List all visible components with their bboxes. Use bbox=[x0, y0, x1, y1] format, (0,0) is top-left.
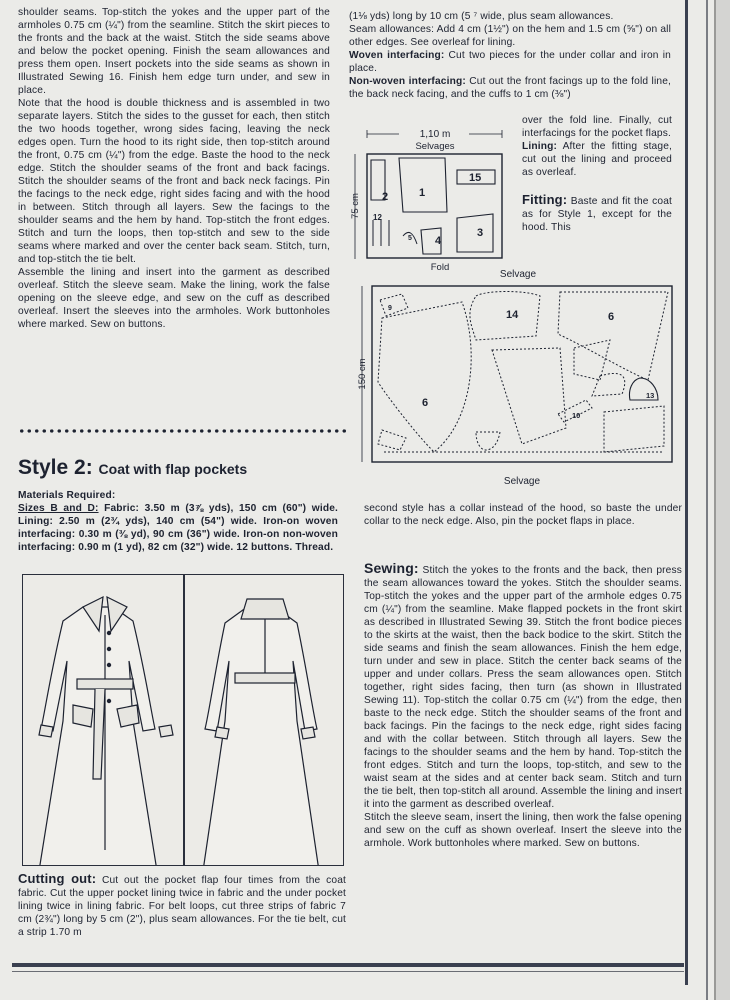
materials-heading: Materials Required: bbox=[18, 490, 116, 501]
materials-text: Fabric: 3.50 m (3⅞ yds), 150 cm (60") wide. Lining: 2.50 m (2¾ yds), 140 cm (54") wide. Iron-on woven interfacing: 0.30 m (⅜ yd), 90 cm (36") wide. Iron-on non-woven interfacing: 0.90 m (1 yd), 82 cm (32") wide. 12 buttons. Thread. bbox=[18, 503, 338, 553]
height-label: 75 cm bbox=[350, 193, 361, 219]
sewing-text-2: Stitch the sleeve seam, insert the lining, then work the false opening and sew on the cuff as shown overleaf. Insert the sleeve into the armhole. Work buttonholes where marked. Sew on buttons. bbox=[364, 812, 682, 849]
piece-2: 2 bbox=[382, 191, 389, 203]
sewing-block bbox=[364, 562, 682, 850]
sizes-label: Sizes B and D: bbox=[18, 503, 99, 514]
fitting-label: Fitting: bbox=[522, 192, 568, 207]
nonwoven-continued: over the fold line. Finally, cut interfacings for the pocket flaps. bbox=[522, 115, 672, 139]
piece-10: 10 bbox=[572, 411, 581, 420]
page-edge-rule bbox=[706, 0, 708, 1000]
lining-text: After the fitting stage, cut out the lining and proceed as overleaf. bbox=[522, 141, 672, 178]
fitting-text: Baste and fit the coat as for Style 1, except for the hood. This bbox=[522, 196, 672, 233]
width-label: 1,10 m bbox=[419, 129, 451, 140]
style-2-subtitle: Coat with flap pockets bbox=[98, 461, 248, 477]
woven-interfacing bbox=[349, 49, 671, 75]
selvages-label: Selvages bbox=[415, 141, 455, 152]
selvage-top-label: Selvage bbox=[499, 269, 537, 280]
seam-line1: (1⅛ yds) long by 10 cm (5 ⁷ wide, plus seam allowances. bbox=[349, 11, 614, 22]
bottom-rule-thin bbox=[12, 971, 684, 972]
coat-back-icon bbox=[203, 599, 319, 865]
right-side-text bbox=[522, 114, 672, 234]
piece-4: 4 bbox=[435, 235, 442, 247]
materials-block bbox=[18, 489, 338, 554]
cutting-layout-1 bbox=[347, 124, 522, 276]
piece-9: 9 bbox=[388, 305, 392, 312]
piece-3: 3 bbox=[477, 227, 484, 239]
piece-5: 5 bbox=[408, 235, 412, 242]
cutting-out-text: Cut out the pocket flap four times from the coat fabric. Cut the upper pocket lining twice in fabric and the under pocket lining twice in lining fabric. For belt loops, cut three strips of fabric 7 cm (2¾") long by 5 cm (2"), plus seam allowances. For the tie belt, cut a strip 1.70 m bbox=[18, 875, 346, 938]
fold-label: Fold bbox=[430, 262, 450, 273]
piece-6-right: 6 bbox=[608, 311, 615, 323]
piece-6-left: 6 bbox=[422, 397, 429, 409]
bottom-rule bbox=[12, 963, 684, 967]
cutting-out-heading: Cutting out: bbox=[18, 871, 97, 886]
seam-allowances: Seam allowances: Add 4 cm (1½") on the hem and 1.5 cm (⅝") on all other edges. See overleaf for lining. bbox=[349, 24, 671, 48]
nonwoven-interfacing bbox=[349, 75, 671, 101]
collar-note: second style has a collar instead of the hood, so baste the under collar to the neck edge. Also, pin the pocket flaps in place. bbox=[364, 503, 682, 527]
sewing-text: Stitch the yokes to the fronts and the back, then press the seam allowances toward the yokes. Stitch the shoulder seams. Top-stitch the yokes and the upper part of the armhole edges 0.75 cm (¼") from the seamline. Make flapped pockets in the front skirt as described in Illustrated Sewing 39. Stitch the front bodice pieces to the skirts at the waist, then the back bodice to the skirt. Stitch the side seams and finish the seam allowances. Finish the hem edge, turn under and sew in place. Stitch the center back seams of the upper and under collars. Press the seam allowances open. Stitch together, right sides facing, then turn (as shown in Illustrated Sewing 11). Top-stitch the collar 0.75 cm (¼") from the edge, then baste to the neck edge. Stitch the shoulder seams of the front and back facings. Pin the facings to the neck edge, right sides facing and with the collar between. Stitch through all layers. Sew the facings to the shoulder seams and the hem by hand. Top-stitch the front edges. Stitch and turn the loops, top-stitch, and sew to the waist seam at the sides and at center back seam. Stitch and turn the tie belt, then top-stitch all around. Assemble the lining and insert it into the garment as described overleaf. bbox=[364, 565, 682, 810]
left-top-text bbox=[18, 6, 330, 331]
selvage-bottom-label: Selvage bbox=[503, 476, 541, 487]
piece-1: 1 bbox=[419, 187, 426, 199]
woven-label: Woven interfacing: bbox=[349, 50, 445, 61]
cutting-out-block bbox=[18, 872, 346, 939]
piece-14: 14 bbox=[506, 309, 519, 321]
piece-13: 13 bbox=[646, 391, 655, 400]
piece-12: 12 bbox=[373, 213, 382, 222]
lining-label: Lining: bbox=[522, 141, 557, 152]
paragraph-assembly: shoulder seams. Top-stitch the yokes and the upper part of the armholes 0.75 cm (¼") from the seamline. Stitch the skirt pieces to the fronts and the back at the waist. Stitch the side seams above and below the pocket opening. Finish the seam allowances and press them open. Insert pockets into the side seams as shown in Illustrated Sewing 16. Finish hem edge turn under, and sew in place. bbox=[18, 7, 330, 96]
sewing-heading: Sewing: bbox=[364, 560, 419, 576]
cutting-layout-2 bbox=[352, 266, 682, 494]
right-mid-text bbox=[364, 502, 682, 528]
woven-text: Cut two pieces for the under collar and iron in place. bbox=[349, 50, 671, 74]
nonwoven-text: Cut out the front facings up to the fold line, the back neck facing, and the cuffs to 1 cm (⅜") bbox=[349, 76, 671, 100]
style-2-label: Style 2: bbox=[18, 456, 93, 479]
style-2-title bbox=[18, 456, 247, 480]
right-top-text bbox=[349, 10, 671, 101]
coat-illustration bbox=[22, 574, 344, 866]
piece-15: 15 bbox=[469, 172, 482, 184]
right-column-rule bbox=[685, 0, 688, 985]
paragraph-hood: Note that the hood is double thickness and is assembled in two separate layers. Stitch the sides to the gusset for each, then stitch the two hoods together, wrong sides facing, leaving the neck edges open. Turn the hood to its right side, then top-stitch around the front, 0.75 cm (¼") from the edge. Baste the hood to the neck edge. Stitch the shoulder seams of the front and back facings. Stitch the shoulder seams of the front and back neck facings. Pin the facings to the neck edge, right sides facing and with the hood in between. Stitch through all layers. Sew the facings to the shoulder seams and the hem by hand. Top-stitch the front edges. Stitch and turn the loops, then top-stitch and sew to the side seams where marked and over the center back seam. Stitch, turn, and top-stitch the tie belt. bbox=[18, 98, 330, 265]
height-label-2: 150 cm bbox=[357, 358, 368, 390]
dotted-separator bbox=[18, 428, 348, 434]
coat-front-icon bbox=[39, 597, 173, 865]
nonwoven-label: Non-woven interfacing: bbox=[349, 76, 466, 87]
paragraph-lining: Assemble the lining and insert into the garment as described overleaf. Stitch the sleeve seam. Make the lining, work the false opening on the sleeve edge, and sew on the cuff as described overleaf. Insert the sleeves into the armholes. Work buttonholes where marked. Sew on buttons. bbox=[18, 267, 330, 330]
